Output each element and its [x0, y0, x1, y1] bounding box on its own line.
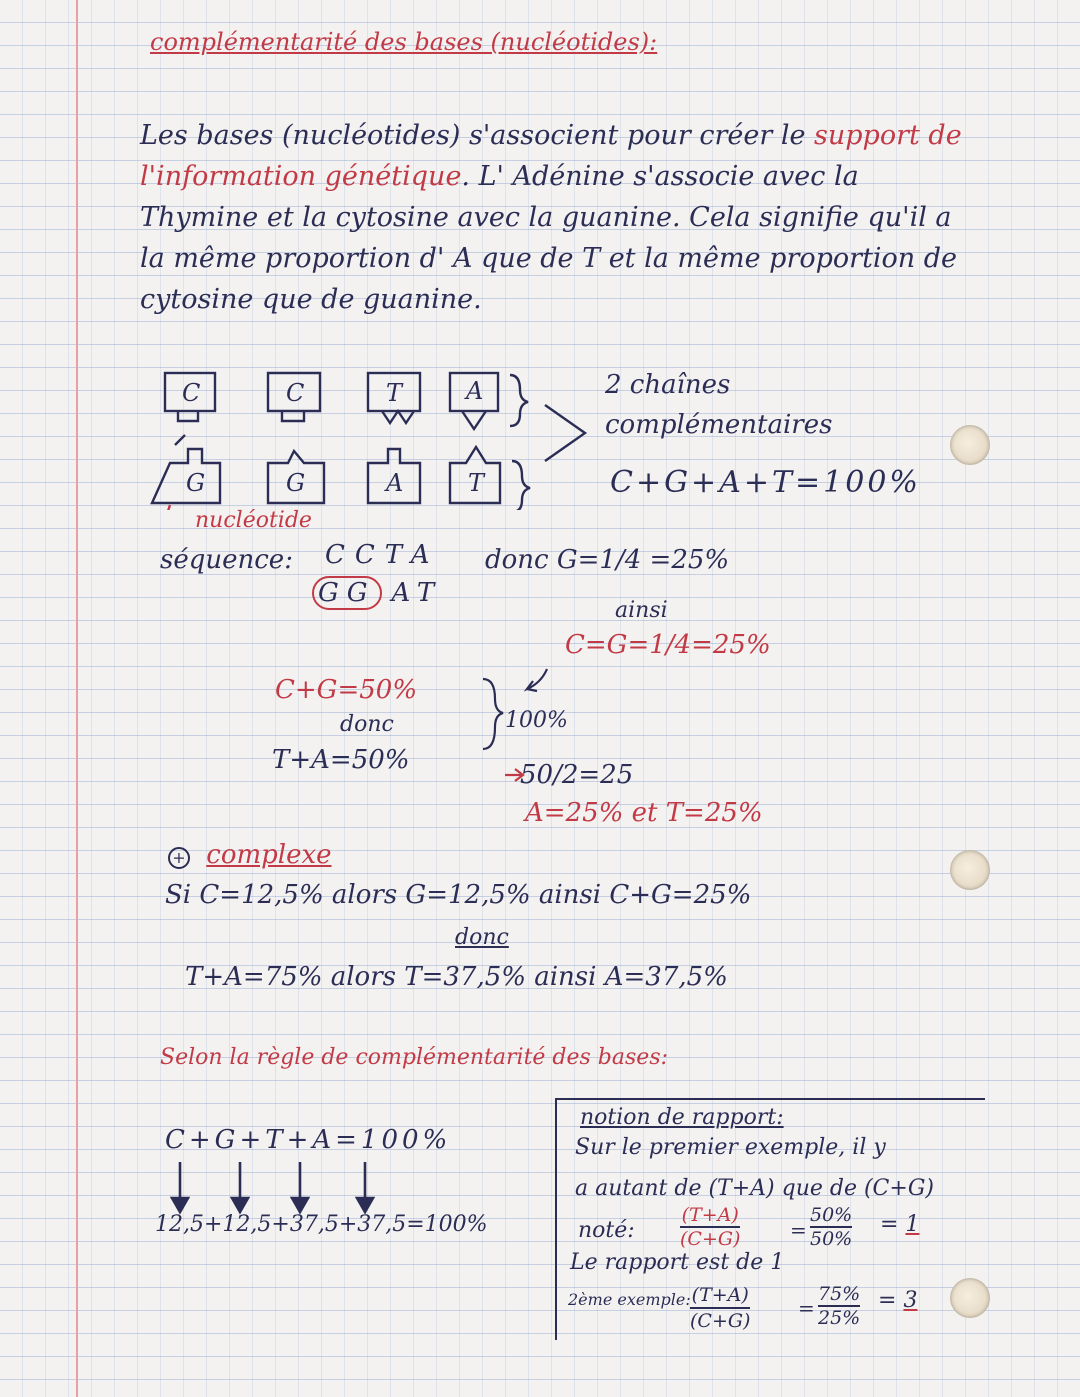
ratio-frac-1-top: (T+A)	[681, 1204, 739, 1226]
ratio-box-top	[555, 1098, 985, 1100]
rule-sum: C+G+T+A=100%	[165, 1125, 452, 1155]
sum-formula: C+G+A+T=100%	[610, 465, 921, 500]
ratio-frac-2	[690, 1283, 750, 1333]
ratio-result-1: = 1	[880, 1212, 920, 1237]
ratio-result-2: = 3	[878, 1288, 918, 1313]
donc-label-1: donc	[340, 712, 394, 737]
sequence-circled: GG	[312, 576, 382, 610]
punch-hole-top	[950, 425, 990, 465]
punch-hole-bottom	[950, 1278, 990, 1318]
ratio-frac-2-bottom: (C+G)	[690, 1310, 751, 1332]
sequence-bottom	[312, 578, 442, 608]
complex-line-1: Si C=12,5% alors G=12,5% ainsi C+G=25%	[165, 880, 752, 910]
intro-text-2: . L' Adénine s'associe avec la Thymine et la cytosine avec la guanine. Cela signifie qu'il a la même proportion d' A que de T et la même proportion de cytosine que de guanine.	[140, 161, 958, 315]
ratio-box-border	[555, 1100, 557, 1340]
rule-heading: Selon la règle de complémentarité des bases:	[160, 1045, 669, 1070]
plus-circle-icon: +	[168, 847, 190, 869]
complex-line-2: T+A=75% alors T=37,5% ainsi A=37,5%	[185, 962, 728, 992]
hundred-percent: 100%	[505, 708, 568, 733]
base-top-2: C	[286, 379, 305, 407]
cg-50: C+G=50%	[275, 675, 418, 705]
chains-label-2: complémentaires	[605, 410, 833, 440]
intro-highlight: support de l'information génétique	[140, 120, 962, 192]
c-equals: C=G=1/4=25%	[565, 630, 771, 660]
ratio-frac-1-bottom: (C+G)	[680, 1228, 741, 1250]
page-title: complémentarité des bases (nucléotides):	[150, 28, 658, 56]
nucleotide-diagram	[150, 365, 590, 510]
half-calc: 50/2=25	[520, 760, 634, 790]
base-top-3: T	[386, 379, 403, 407]
nucleotide-label: nucléotide	[195, 508, 312, 533]
complex-donc: donc	[455, 925, 509, 950]
ratio-frac-2-top: (T+A)	[690, 1283, 750, 1309]
donc-g: donc G=1/4 =25%	[485, 545, 730, 575]
ainsi-label: ainsi	[615, 598, 668, 623]
ratio-val-1-bottom: 50%	[810, 1228, 853, 1250]
ratio-result-1-value: 1	[905, 1212, 920, 1237]
complex-title: complexe	[206, 840, 332, 870]
rule-arrows	[160, 1160, 400, 1220]
chains-label-1: 2 chaînes	[605, 370, 731, 400]
base-top-4: A	[466, 377, 484, 405]
ratio-result-2-value: 3	[903, 1288, 918, 1313]
intro-paragraph	[140, 115, 980, 320]
ratio-line-4: Le rapport est de 1	[570, 1250, 785, 1275]
ratio-frac-1	[680, 1204, 740, 1250]
punch-hole-middle	[950, 850, 990, 890]
ta-50: T+A=50%	[272, 745, 410, 775]
complex-heading	[168, 840, 332, 870]
sequence-label: séquence:	[160, 545, 293, 575]
ratio-val-2-top: 75%	[818, 1283, 861, 1305]
ratio-equals-1: =	[790, 1218, 807, 1242]
sequence-rest: AT	[391, 578, 443, 608]
base-top-1: C	[182, 379, 201, 407]
rule-values: 12,5+12,5+37,5+37,5=100%	[155, 1212, 488, 1237]
a-t-values: A=25% et T=25%	[525, 798, 763, 828]
ratio-line-1: Sur le premier exemple, il y	[575, 1135, 886, 1160]
intro-text-1: Les bases (nucléotides) s'associent pour créer le	[140, 120, 815, 151]
ratio-val-2-bottom: 25%	[818, 1307, 861, 1329]
base-bottom-4: T	[468, 469, 485, 497]
ratio-example-2-label: 2ème exemple:	[568, 1290, 691, 1309]
ratio-line-2: a autant de (T+A) que de (C+G)	[575, 1176, 934, 1201]
ratio-equals-2: =	[798, 1296, 815, 1320]
ratio-heading: notion de rapport:	[580, 1105, 784, 1130]
ratio-note-label: noté:	[578, 1218, 635, 1243]
base-bottom-3: A	[386, 469, 404, 497]
ratio-val-2	[818, 1283, 860, 1329]
ratio-val-1-top: 50%	[810, 1204, 853, 1226]
base-bottom-1: G	[186, 469, 206, 497]
sequence-top: CCTA	[325, 540, 440, 570]
ratio-val-1	[810, 1204, 852, 1250]
base-bottom-2: G	[286, 469, 306, 497]
